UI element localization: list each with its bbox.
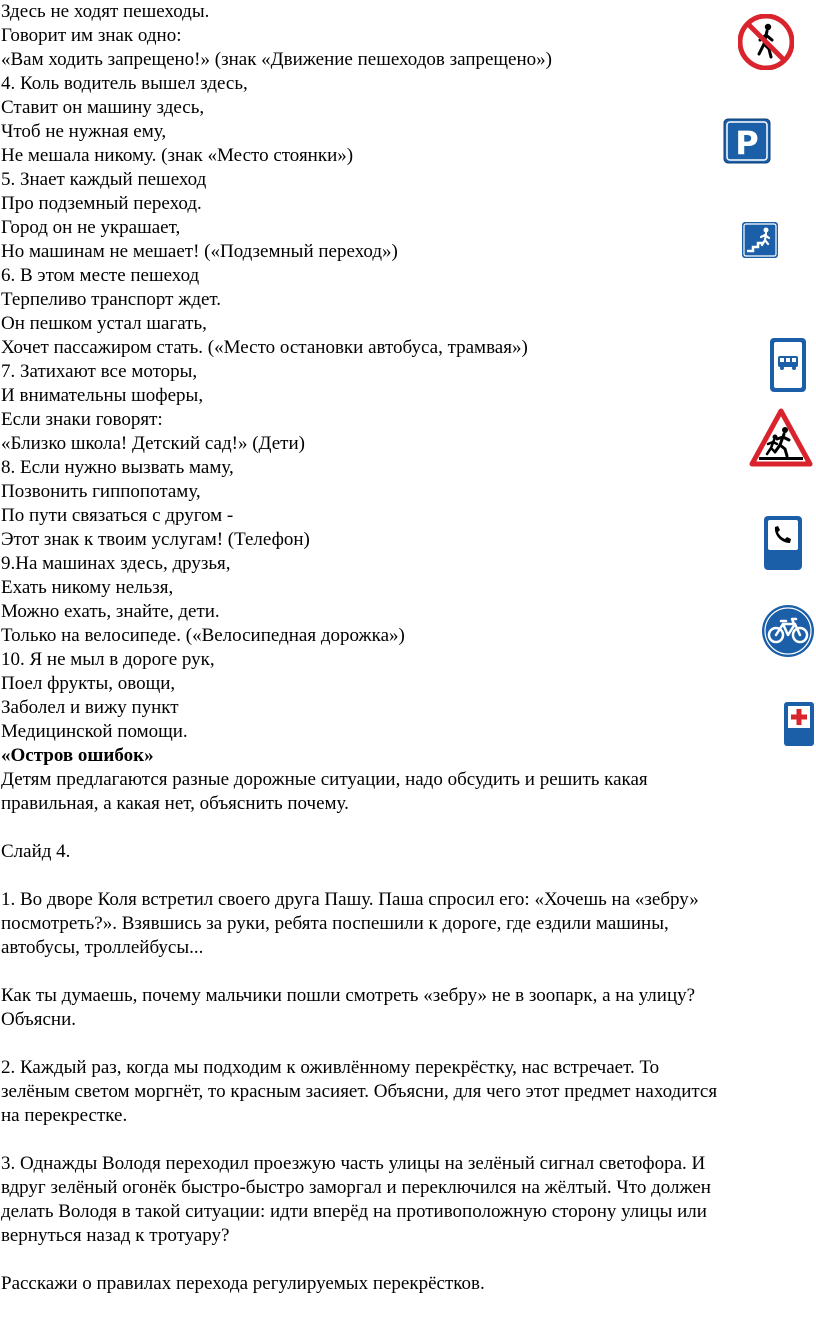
paragraph-line: правильная, а какая нет, объяснить почему.: [1, 793, 349, 814]
paragraph-line: вернуться назад к тротуару?: [1, 1225, 230, 1246]
poem-line: Хочет пассажиром стать. («Место остановки автобуса, трамвая»): [1, 337, 528, 358]
paragraph-line: вдруг зелёный огонёк быстро-быстро заморгал и переключился на жёлтый. Что должен: [1, 1177, 711, 1198]
paragraph-line: Детям предлагаются разные дорожные ситуации, надо обсудить и решить какая: [1, 769, 648, 790]
poem-line: И внимательны шоферы,: [1, 385, 204, 406]
poem-line: 9.На машинах здесь, друзья,: [1, 553, 231, 574]
poem-line: Ехать никому нельзя,: [1, 577, 174, 598]
poem-line: По пути связаться с другом -: [1, 505, 234, 526]
paragraph-line: на перекрестке.: [1, 1105, 128, 1126]
poem-line: 7. Затихают все моторы,: [1, 361, 198, 382]
paragraph-line: делать Володя в такой ситуации: идти вперёд на противоположную сторону улицы или: [1, 1201, 707, 1222]
poem-line: Медицинской помощи.: [1, 721, 188, 742]
slide-label: Слайд 4.: [1, 841, 71, 862]
no-pedestrians-sign-icon: [738, 14, 794, 70]
poem-line: Он пешком устал шагать,: [1, 313, 207, 334]
poem-line: Терпеливо транспорт ждет.: [1, 289, 222, 310]
poem-line: Чтоб не нужная ему,: [1, 121, 167, 142]
poem-line: 10. Я не мыл в дороге рук,: [1, 649, 215, 670]
poem-line: Но машинам не мешает! («Подземный переход»): [1, 241, 398, 262]
paragraph-line: 1. Во дворе Коля встретил своего друга Пашу. Паша спросил его: «Хочешь на «зебру»: [1, 889, 699, 910]
poem-line: «Вам ходить запрещено!» (знак «Движение пешеходов запрещено»): [1, 49, 552, 70]
parking-sign-icon: [723, 118, 771, 164]
medical-aid-sign-icon: [783, 701, 815, 747]
poem-line: Ставит он машину здесь,: [1, 97, 205, 118]
bus-stop-sign-icon: [769, 337, 807, 393]
poem-line: Только на велосипеде. («Велосипедная дорожка»): [1, 625, 405, 646]
paragraph-line: Как ты думаешь, почему мальчики пошли смотреть «зебру» не в зоопарк, а на улицу?: [1, 985, 696, 1006]
poem-line: Город он не украшает,: [1, 217, 181, 238]
poem-line: Если знаки говорят:: [1, 409, 163, 430]
poem-line: Поел фрукты, овощи,: [1, 673, 176, 694]
children-sign-icon: [749, 408, 813, 468]
paragraph-line: зелёным светом моргнёт, то красным засияет. Объясни, для чего этот предмет находится: [1, 1081, 718, 1102]
poem-line: Не мешала никому. (знак «Место стоянки»): [1, 145, 354, 166]
paragraph-line: Объясни.: [1, 1009, 76, 1030]
poem-line: 8. Если нужно вызвать маму,: [1, 457, 234, 478]
paragraph-line: посмотреть?». Взявшись за руки, ребята поспешили к дороге, где ездили машины,: [1, 913, 669, 934]
poem-line: Здесь не ходят пешеходы.: [1, 1, 210, 22]
parking-letter: P: [735, 124, 759, 162]
poem-line: Этот знак к твоим услугам! (Телефон): [1, 529, 310, 550]
bicycle-path-sign-icon: [761, 604, 815, 658]
poem-line: 5. Знает каждый пешеход: [1, 169, 207, 190]
section-heading: «Остров ошибок»: [1, 745, 154, 766]
poem-line: Можно ехать, знайте, дети.: [1, 601, 220, 622]
poem-line: «Близко школа! Детский сад!» (Дети): [1, 433, 305, 454]
poem-line: 6. В этом месте пешеход: [1, 265, 200, 286]
paragraph-line: Расскажи о правилах перехода регулируемых перекрёстков.: [1, 1273, 485, 1294]
poem-line: Заболел и вижу пункт: [1, 697, 179, 718]
poem-line: Говорит им знак одно:: [1, 25, 182, 46]
poem-line: Про подземный переход.: [1, 193, 202, 214]
poem-line: 4. Коль водитель вышел здесь,: [1, 73, 248, 94]
underpass-sign-icon: [741, 221, 779, 259]
telephone-sign-icon: [763, 515, 803, 571]
paragraph-line: автобусы, троллейбусы...: [1, 937, 204, 958]
poem-line: Позвонить гиппопотаму,: [1, 481, 201, 502]
paragraph-line: 2. Каждый раз, когда мы подходим к оживлённому перекрёстку, нас встречает. То: [1, 1057, 660, 1078]
paragraph-line: 3. Однажды Володя переходил проезжую часть улицы на зелёный сигнал светофора. И: [1, 1153, 706, 1174]
